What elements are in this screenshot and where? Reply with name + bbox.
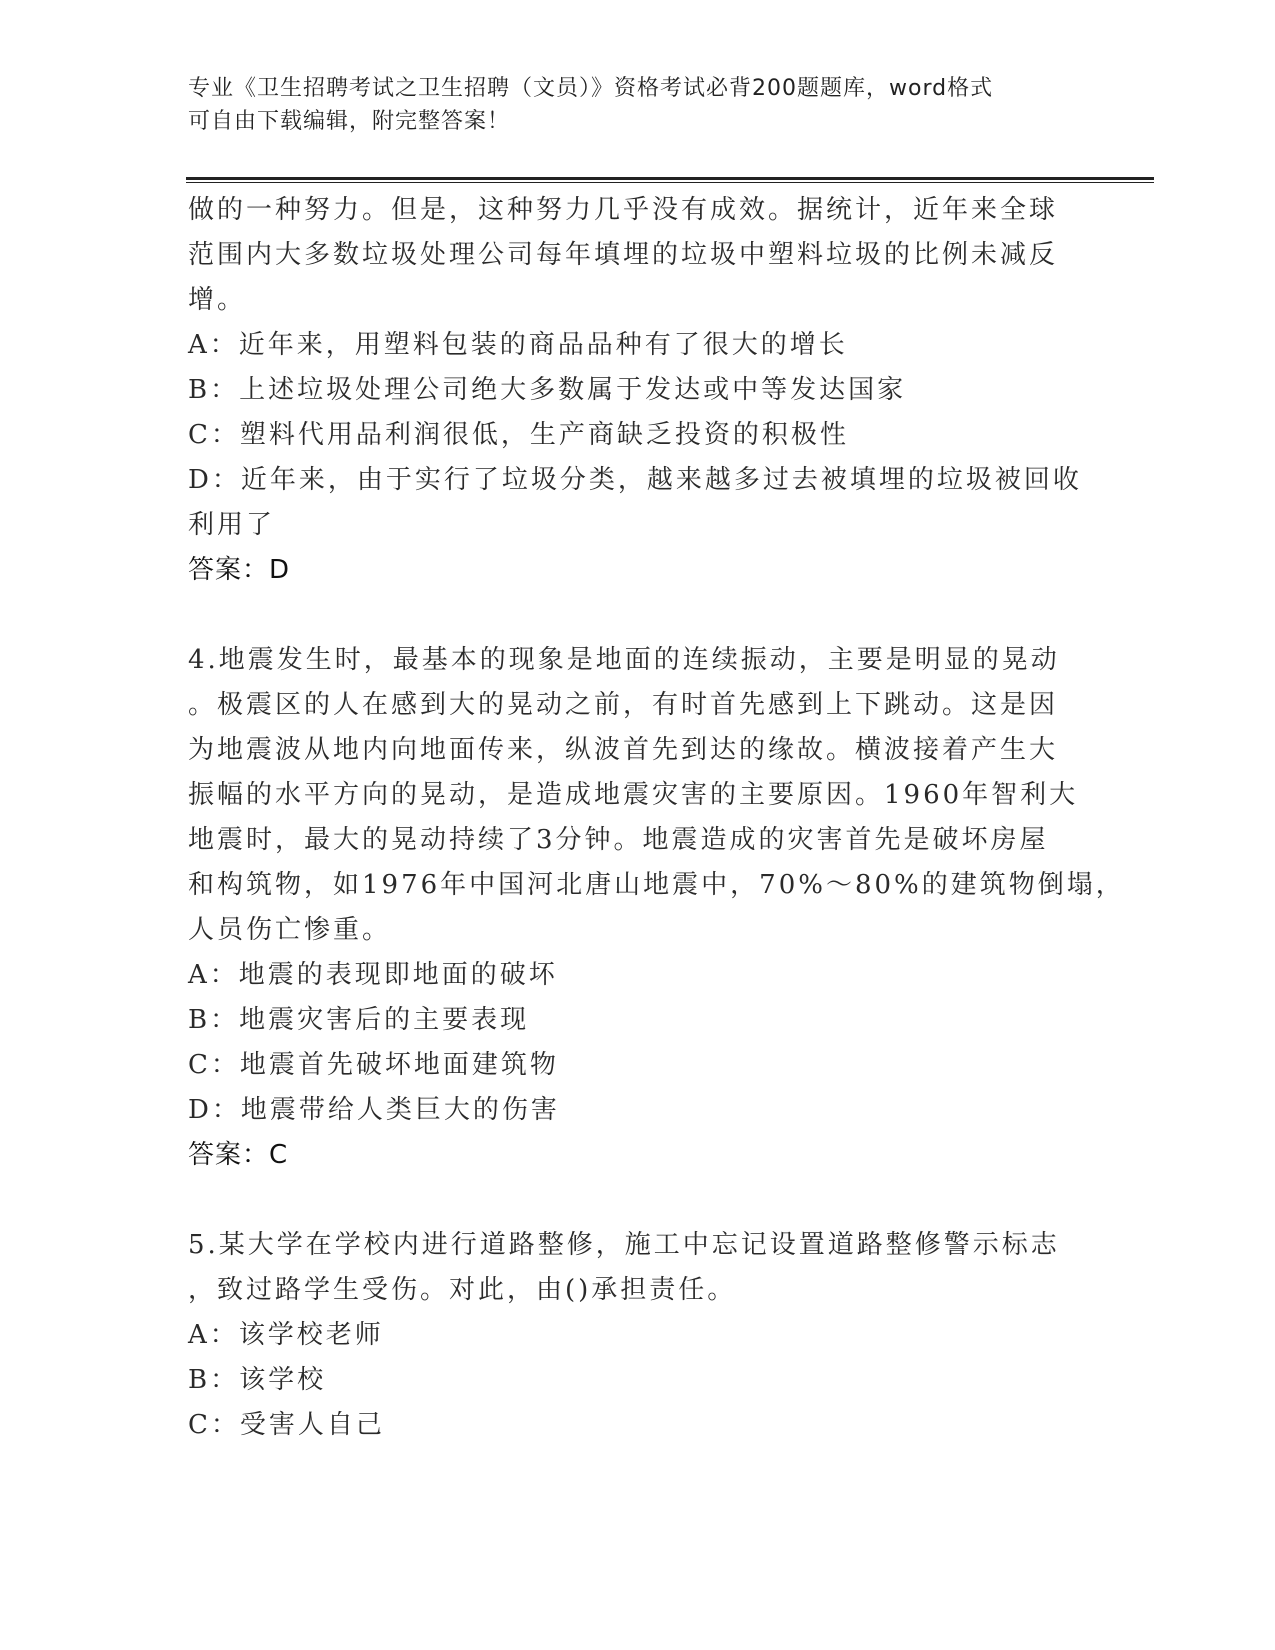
answer-label: 答案：C xyxy=(188,1140,289,1170)
question-stem-line: 范围内大多数垃圾处理公司每年填埋的垃圾中塑料垃圾的比例未减反 xyxy=(188,240,1059,270)
option-c: C：受害人自己 xyxy=(188,1410,385,1440)
question-stem-line: 做的一种努力。但是，这种努力几乎没有成效。据统计，近年来全球 xyxy=(188,195,1059,225)
option-d-continued: 利用了 xyxy=(188,510,276,540)
question-5 xyxy=(188,1223,1088,1448)
question-stem-line: 4.地震发生时，最基本的现象是地面的连续振动，主要是明显的晃动 xyxy=(188,645,1060,675)
option-b: B：地震灾害后的主要表现 xyxy=(188,1005,530,1035)
page-header xyxy=(188,72,1088,138)
question-stem-line: 为地震波从地内向地面传来，纵波首先到达的缘故。横波接着产生大 xyxy=(188,735,1059,765)
question-stem-line: ，致过路学生受伤。对此，由()承担责任。 xyxy=(188,1275,737,1305)
header-title-line-2: 可自由下载编辑，附完整答案！ xyxy=(188,109,511,134)
option-a: A：近年来，用塑料包装的商品品种有了很大的增长 xyxy=(188,330,848,360)
option-d: D：近年来，由于实行了垃圾分类，越来越多过去被填埋的垃圾被回收 xyxy=(188,465,1082,495)
option-b: B：上述垃圾处理公司绝大多数属于发达或中等发达国家 xyxy=(188,375,907,405)
question-stem-line: 。极震区的人在感到大的晃动之前，有时首先感到上下跳动。这是因 xyxy=(188,690,1059,720)
header-divider-thick xyxy=(186,177,1154,180)
option-b: B：该学校 xyxy=(188,1365,327,1395)
question-stem-line: 人员伤亡惨重。 xyxy=(188,915,392,945)
option-c: C：地震首先破坏地面建筑物 xyxy=(188,1050,559,1080)
spacer xyxy=(188,593,1088,638)
option-a: A：地震的表现即地面的破坏 xyxy=(188,960,558,990)
header-title-line-1: 专业《卫生招聘考试之卫生招聘（文员）》资格考试必背200题题库，word格式 xyxy=(188,76,994,101)
question-4 xyxy=(188,638,1125,1178)
answer-label: 答案：D xyxy=(188,555,291,585)
header-divider-thin xyxy=(186,182,1154,183)
option-d: D：地震带给人类巨大的伤害 xyxy=(188,1095,560,1125)
question-stem-line: 地震时，最大的晃动持续了3分钟。地震造成的灾害首先是破坏房屋 xyxy=(188,825,1049,855)
option-a: A：该学校老师 xyxy=(188,1320,384,1350)
question-3 xyxy=(188,188,1088,593)
document-body xyxy=(188,188,1125,1448)
option-c: C：塑料代用品利润很低，生产商缺乏投资的积极性 xyxy=(188,420,849,450)
question-stem-line: 和构筑物，如1976年中国河北唐山地震中，70%～80%的建筑物倒塌， xyxy=(188,870,1125,900)
question-stem-line: 振幅的水平方向的晃动，是造成地震灾害的主要原因。1960年智利大 xyxy=(188,780,1079,810)
question-stem-line: 增。 xyxy=(188,285,247,315)
question-stem-line: 5.某大学在学校内进行道路整修，施工中忘记设置道路整修警示标志 xyxy=(188,1230,1060,1260)
spacer xyxy=(188,1178,1088,1223)
